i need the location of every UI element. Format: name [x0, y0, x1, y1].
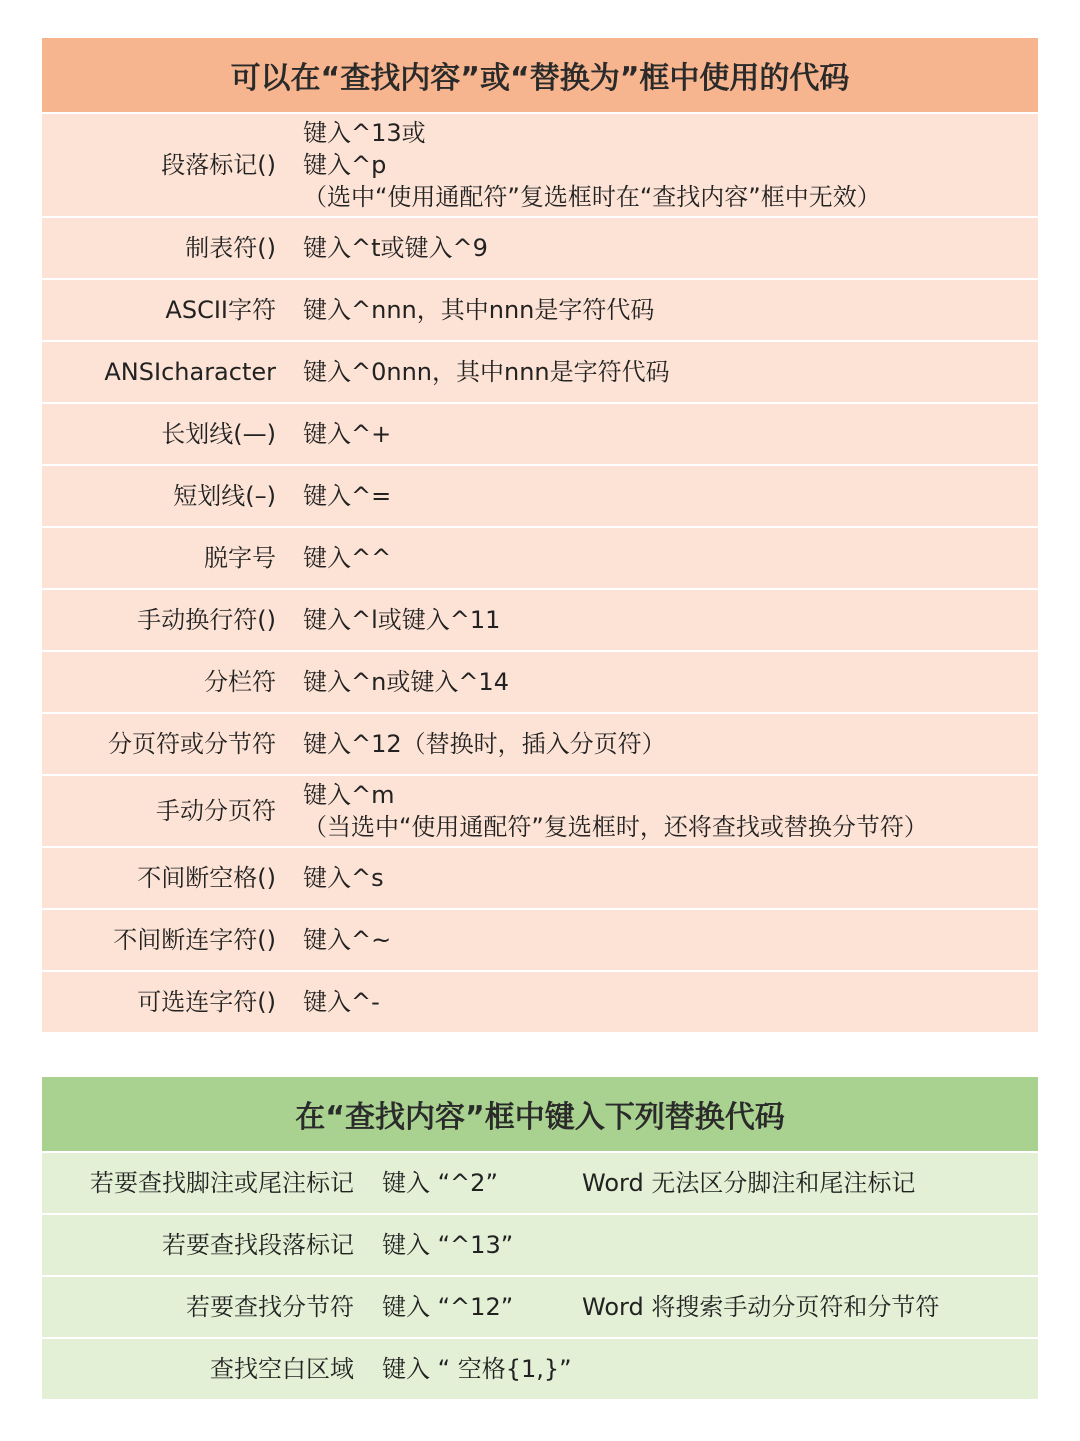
table-row: [42, 526, 1038, 588]
table-replacement-codes: [42, 1077, 1038, 1399]
row-name: 若要查找脚注或尾注标记: [90, 1169, 354, 1197]
row-value: 键入^t或键入^9: [303, 234, 488, 262]
table-row: [42, 588, 1038, 650]
table-row: [42, 216, 1038, 278]
row-name: 手动换行符(): [137, 606, 276, 634]
row-value: 键入^l或键入^11: [303, 606, 501, 634]
table-row: [42, 1151, 1038, 1213]
row-value: 键入^+: [303, 420, 392, 448]
row-value: 键入^0nnn，其中nnn是字符代码: [303, 358, 670, 386]
row-name: 手动分页符: [156, 797, 276, 825]
table-row: [42, 712, 1038, 774]
table-row: [42, 774, 1038, 846]
row-code: 键入 “^12”: [382, 1293, 514, 1321]
row-value: 键入^-: [303, 988, 380, 1016]
table-row: [42, 650, 1038, 712]
row-code: 键入 “^13”: [382, 1231, 514, 1259]
row-name: 不间断连字符(): [113, 926, 276, 954]
row-value: 键入^s: [303, 864, 384, 892]
row-name: 段落标记(): [161, 151, 276, 179]
row-value: 键入^n或键入^14: [303, 668, 509, 696]
table-row: [42, 908, 1038, 970]
row-name: 短划线(–): [173, 482, 276, 510]
row-value: 键入^m （当选中“使用通配符”复选框时，还将查找或替换分节符）: [303, 781, 928, 841]
row-name: 长划线(—): [161, 420, 276, 448]
row-value: 键入^~: [303, 926, 392, 954]
table-row: [42, 1337, 1038, 1399]
row-name: ANSIcharacter: [104, 358, 276, 386]
row-name: 若要查找分节符: [186, 1293, 354, 1321]
row-code: 键入 “ 空格{1,}”: [382, 1355, 572, 1383]
table-row: [42, 464, 1038, 526]
row-name: ASCII字符: [165, 296, 276, 324]
row-name: 制表符(): [185, 234, 276, 262]
table-row: [42, 278, 1038, 340]
table-row: [42, 970, 1038, 1032]
row-name: 若要查找段落标记: [162, 1231, 354, 1259]
row-value: 键入^nnn，其中nnn是字符代码: [303, 296, 655, 324]
row-value: 键入^12（替换时，插入分页符）: [303, 730, 666, 758]
row-name: 分栏符: [204, 668, 276, 696]
table-title: 可以在“查找内容”或“替换为”框中使用的代码: [42, 38, 1038, 112]
table-row: [42, 1275, 1038, 1337]
table-row: [42, 112, 1038, 216]
row-note: Word 将搜索手动分页符和分节符: [582, 1293, 940, 1321]
row-name: 分页符或分节符: [108, 730, 276, 758]
row-name: 脱字号: [204, 544, 276, 572]
row-code: 键入 “^2”: [382, 1169, 498, 1197]
row-name: 不间断空格(): [137, 864, 276, 892]
table-row: [42, 340, 1038, 402]
table-title: 在“查找内容”框中键入下列替换代码: [42, 1077, 1038, 1151]
table-row: [42, 1213, 1038, 1275]
table-row: [42, 846, 1038, 908]
row-value: 键入^=: [303, 482, 392, 510]
table-row: [42, 402, 1038, 464]
row-value: 键入^13或 键入^p （选中“使用通配符”复选框时在“查找内容”框中无效）: [303, 119, 881, 211]
table-find-replace-codes: [42, 38, 1038, 1032]
row-value: 键入^^: [303, 544, 392, 572]
row-note: Word 无法区分脚注和尾注标记: [582, 1169, 916, 1197]
row-name: 可选连字符(): [137, 988, 276, 1016]
row-name: 查找空白区域: [210, 1355, 354, 1383]
